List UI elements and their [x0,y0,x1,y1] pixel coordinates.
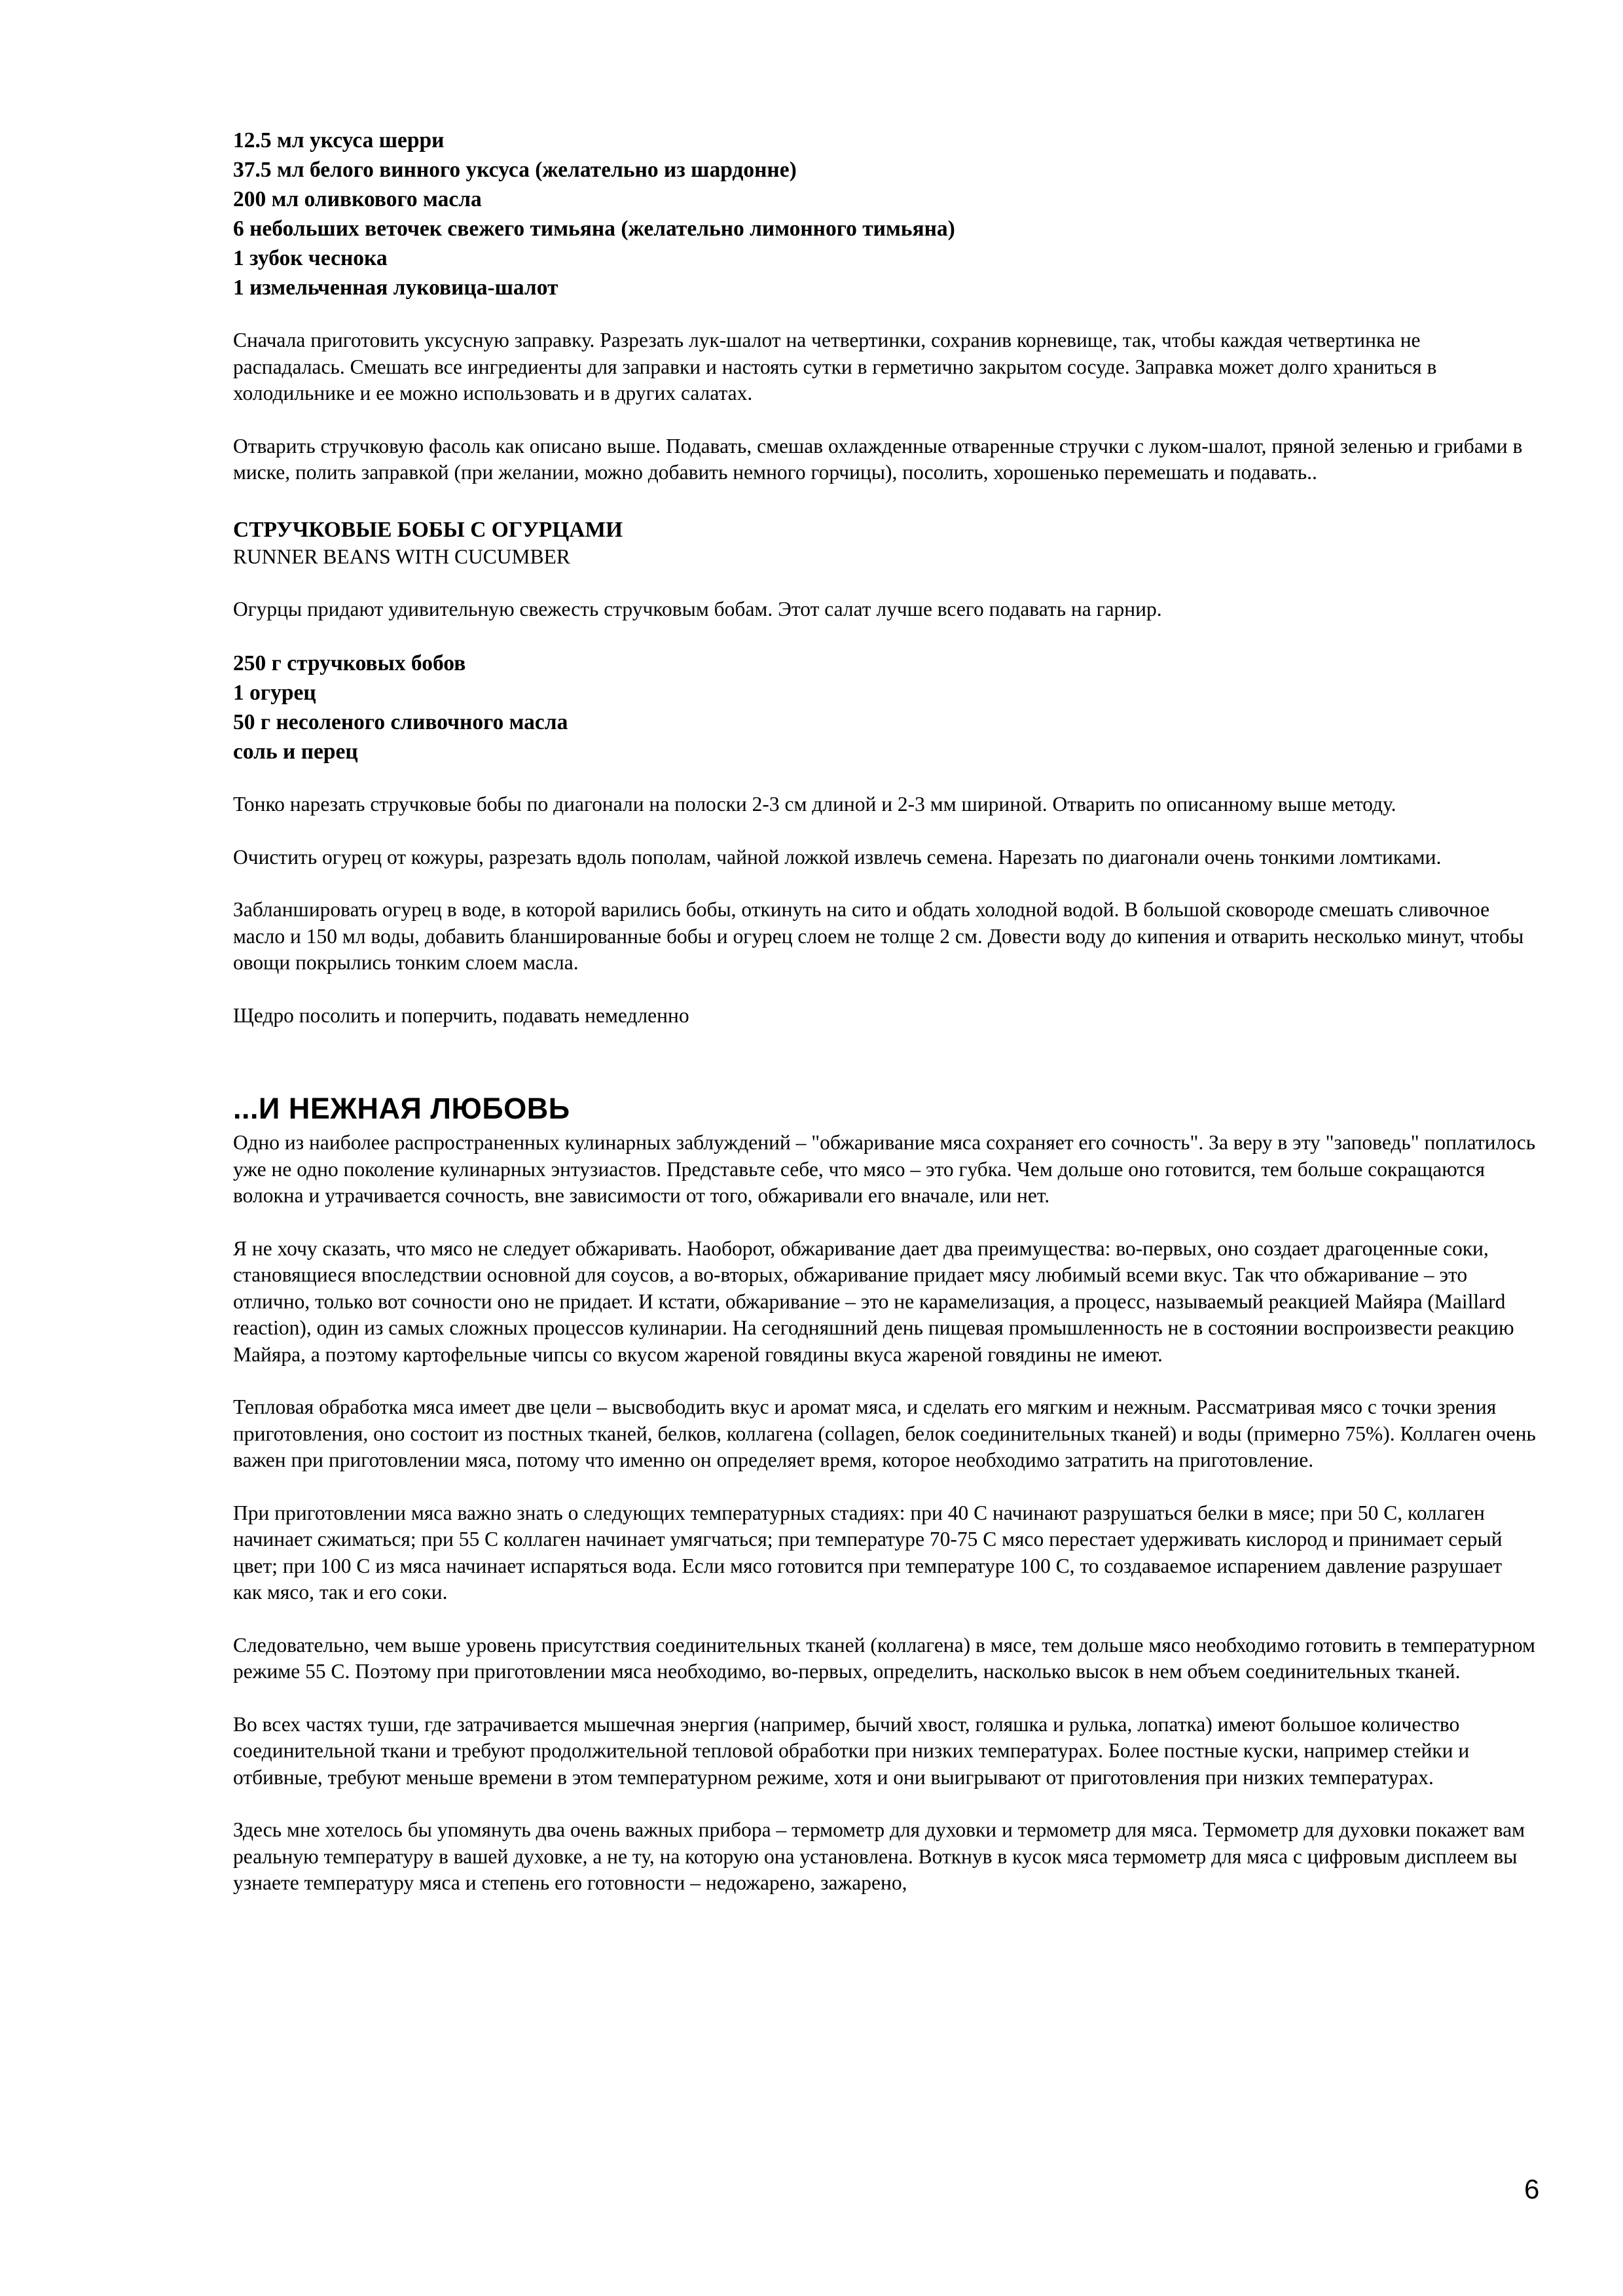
article-paragraph: Я не хочу сказать, что мясо не следует обжаривать. Наоборот, обжаривание дает два преимущества: во-первых, оно создает драгоценные соки, становящиеся впоследствии основной для соусов, а во-вторых, обжаривание придает мясу любимый всеми вкус. Так что обжаривание – это отлично, только вот сочности оно не придает. И кстати, обжаривание – это не карамелизация, а процесс, называемый реакцией Майяра (Maillard reaction), один из самых сложных процессов кулинарии. На сегодняшний день пищевая промышленность не в состоянии воспроизвести реакцию Майяра, а поэтому картофельные чипсы со вкусом жареной говядины вкуса жареной говядины не имеют. [233,1236,1514,1366]
article-paragraph: Во всех частях туши, где затрачивается мышечная энергия (например, бычий хвост, голяшка и рулька, лопатка) имеют большое количество соединительной ткани и требуют продолжительной тепловой обработки при низких температурах. Более постные куски, например стейки и отбивные, требуют меньше времени в этом температурном режиме, хотя и они выигрывают от приготовления при низких температурах. [233,1712,1470,1789]
ingredient-line: 250 г стручковых бобов [233,651,466,675]
page-content [233,126,1536,1897]
article-paragraph: При приготовлении мяса важно знать о следующих температурных стадиях: при 40 С начинают разрушаться белки в мясе; при 50 С, коллаген начинает сжиматься; при 55 С коллаген начинает умягчаться; при температуре 70-75 С мясо перестает удерживать кислород и принимает серый цвет; при 100 С из мяса начинает испаряться вода. Если мясо готовится при температуре 100 С, то создаваемое испарением давление разрушает как мясо, так и его соки. [233,1501,1503,1604]
vinaigrette-step-paragraph: Сначала приготовить уксусную заправку. Разрезать лук-шалот на четвертинки, сохранив корневище, так, чтобы каждая четвертинка не распадалась. Смешать все ингредиенты для заправки и настоять сутки в герметично закрытом сосуде. Заправка может долго храниться в холодильнике и ее можно использовать и в других салатах. [233,329,1437,404]
ingredient-line: 50 г несоленого сливочного масла [233,710,568,734]
article-title: ...И НЕЖНАЯ ЛЮБОВЬ [233,1092,570,1125]
article-paragraph: Одно из наиболее распространенных кулинарных заблуждений – "обжаривание мяса сохраняет его сочность". За веру в эту "заповедь" поплатилось уже не одно поколение кулинарных энтузиастов. Представьте себе, что мясо – это губка. Чем дольше оно готовится, тем больше сокращаются волокна и утрачивается сочность, вне зависимости от того, обжаривали его вначале, или нет. [233,1131,1536,1207]
ingredient-line: 200 мл оливкового масла [233,187,482,211]
ingredient-line: 1 огурец [233,681,316,705]
ingredient-line: 1 измельченная луковица-шалот [233,276,558,300]
ingredient-line: 1 зубок чеснока [233,246,388,270]
ingredient-line: 6 небольших веточек свежего тимьяна (желательно лимонного тимьяна) [233,217,955,241]
recipe-intro: Огурцы придают удивительную свежесть стручковым бобам. Этот салат лучше всего подавать на гарнир. [233,597,1162,620]
article-paragraph: Здесь мне хотелось бы упомянуть два очень важных прибора – термометр для духовки и термометр для мяса. Термометр для духовки покажет вам реальную температуру в вашей духовке, а не ту, на которую она установлена. Воткнув в кусок мяса термометр для мяса с цифровым дисплеем вы узнаете температуру мяса и степень его готовности – недожарено, зажарено, [233,1818,1525,1894]
recipe-heading [233,516,1536,570]
recipe-step-paragraph: Очистить огурец от кожуры, разрезать вдоль пополам, чайной ложкой извлечь семена. Нарезать по диагонали очень тонкими ломтиками. [233,845,1442,869]
recipe-step-paragraph: Щедро посолить и поперчить, подавать немедленно [233,1003,689,1027]
ingredient-line: 12.5 мл уксуса шерри [233,128,445,152]
recipe-step-paragraph: Забланшировать огурец в воде, в которой варились бобы, откинуть на сито и обдать холодной водой. В большой сковороде смешать сливочное масло и 150 мл воды, добавить бланшированные бобы и огурец слоем не толще 2 см. Довести воду до кипения и отварить несколько минут, чтобы овощи покрылись тонким слоем масла. [233,898,1524,974]
recipe-step-paragraph: Тонко нарезать стручковые бобы по диагонали на полоски 2-3 см длиной и 2-3 мм шириной. Отварить по описанному выше методу. [233,793,1396,816]
ingredient-line: 37.5 мл белого винного уксуса (желательно из шардонне) [233,158,797,182]
recipe-ingredient-list [233,649,1536,766]
recipe-title-en: RUNNER BEANS WITH CUCUMBER [233,545,570,568]
page-number: 6 [1524,2174,1540,2204]
ingredient-line: соль и перец [233,740,358,764]
article-paragraph: Следовательно, чем выше уровень присутствия соединительных тканей (коллагена) в мясе, тем дольше мясо необходимо готовить в температурном режиме 55 С. Поэтому при приготовлении мяса необходимо, во-первых, определить, насколько высок в нем объем соединительных тканей. [233,1633,1535,1683]
article-paragraph: Тепловая обработка мяса имеет две цели – высвободить вкус и аромат мяса, и сделать его мягким и нежным. Рассматривая мясо с точки зрения приготовления, оно состоит из постных тканей, белков, коллагена (collagen, белок соединительных тканей) и воды (примерно 75%). Коллаген очень важен при приготовлении мяса, потому что именно он определяет время, которое необходимо затратить на приготовление. [233,1395,1536,1471]
vinaigrette-step-paragraph: Отварить стручковую фасоль как описано выше. Подавать, смешав охлажденные отваренные стручки с луком-шалот, пряной зеленью и грибами в миске, полить заправкой (при желании, можно добавить немного горчицы), посолить, хорошенько перемешать и подавать.. [233,434,1523,484]
recipe-title-ru: СТРУЧКОВЫЕ БОБЫ С ОГУРЦАМИ [233,517,623,542]
vinaigrette-ingredient-list [233,126,1536,302]
